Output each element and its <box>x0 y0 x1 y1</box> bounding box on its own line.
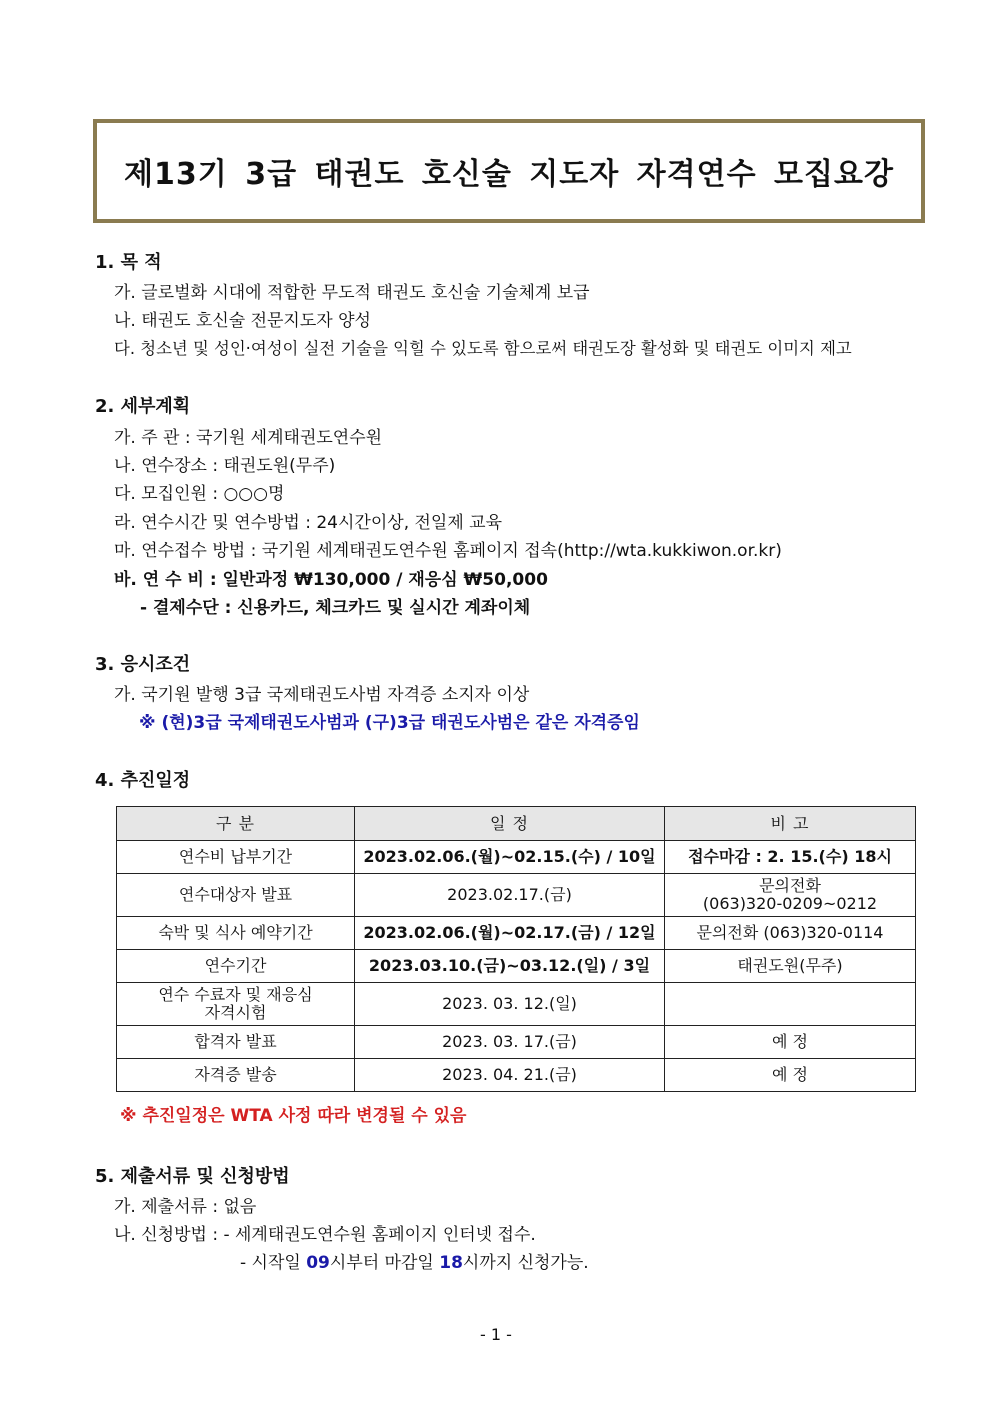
end-hour: 18 <box>439 1253 463 1273</box>
section2-item-3: 다. 모집인원 : ○○○명 <box>114 484 285 504</box>
table-header-row <box>117 807 916 841</box>
table-cell: 2023.02.06.(월)~02.17.(금) / 12일 <box>355 917 665 950</box>
table-cell-line: 문의전화 <box>759 876 821 895</box>
table-row <box>117 1026 916 1059</box>
table-cell-line: (063)320-0209~0212 <box>702 894 878 913</box>
table-row <box>117 841 916 874</box>
table-cell: 2023.02.17.(금) <box>355 874 665 917</box>
table-cell: 연수대상자 발표 <box>117 874 355 917</box>
section5-method-line2 <box>240 1252 589 1274</box>
section5-docs: 가. 제출서류 : 없음 <box>114 1197 257 1217</box>
section2-item-2: 나. 연수장소 : 태권도원(무주) <box>114 456 336 476</box>
table-cell <box>665 874 916 917</box>
table-row <box>117 917 916 950</box>
column-header: 비 고 <box>665 807 916 841</box>
method-text: 시부터 마감일 <box>329 1253 440 1273</box>
start-hour: 09 <box>306 1253 330 1273</box>
table-cell: 예 정 <box>665 1059 916 1092</box>
table-cell-line: 연수 수료자 및 재응심 <box>158 985 313 1004</box>
section2-fee: 바. 연 수 비 : 일반과정 ₩130,000 / 재응심 ₩50,000 <box>114 570 548 590</box>
section2-item-5: 마. 연수접수 방법 : 국기원 세계태권도연수원 홈페이지 접속(http://wta.kukkiwon.or.kr) <box>114 541 782 561</box>
section3-note: ※ (현)3급 국제태권도사범과 (구)3급 태권도사범은 같은 자격증임 <box>139 713 640 733</box>
table-cell: 연수비 납부기간 <box>117 841 355 874</box>
schedule-table <box>116 806 916 1092</box>
section3-item-1: 가. 국기원 발행 3급 국제태권도사범 자격증 소지자 이상 <box>114 685 530 705</box>
table-cell: 접수마감 : 2. 15.(수) 18시 <box>665 841 916 874</box>
section3-heading: 3. 응시조건 <box>95 654 191 675</box>
section1-item-1: 가. 글로벌화 시대에 적합한 무도적 태권도 호신술 기술체계 보급 <box>114 283 590 303</box>
section1-item-2: 나. 태권도 호신술 전문지도자 양성 <box>114 311 371 331</box>
table-cell: 연수기간 <box>117 950 355 983</box>
table-cell <box>665 983 916 1026</box>
section2-payment: - 결제수단 : 신용카드, 체크카드 및 실시간 계좌이체 <box>140 598 531 618</box>
table-cell: 문의전화 (063)320-0114 <box>665 917 916 950</box>
table-cell: 2023. 04. 21.(금) <box>355 1059 665 1092</box>
column-header: 구 분 <box>117 807 355 841</box>
table-cell: 태권도원(무주) <box>665 950 916 983</box>
table-cell: 합격자 발표 <box>117 1026 355 1059</box>
schedule-warning: ※ 추진일정은 WTA 사정 따라 변경될 수 있음 <box>120 1106 467 1126</box>
table-row <box>117 874 916 917</box>
column-header: 일 정 <box>355 807 665 841</box>
section4-heading: 4. 추진일정 <box>95 770 191 791</box>
section5-method: 나. 신청방법 : - 세계태권도연수원 홈페이지 인터넷 접수. <box>114 1225 536 1245</box>
table-row <box>117 983 916 1026</box>
table-cell: 2023. 03. 17.(금) <box>355 1026 665 1059</box>
page-title: 제13기 3급 태권도 호신술 지도자 자격연수 모집요강 <box>124 157 894 192</box>
table-cell: 예 정 <box>665 1026 916 1059</box>
method-text: - 시작일 <box>240 1253 307 1273</box>
table-cell-line: 자격시험 <box>204 1003 267 1022</box>
method-text: 시까지 신청가능. <box>462 1253 589 1273</box>
section2-item-1: 가. 주 관 : 국기원 세계태권도연수원 <box>114 428 383 448</box>
table-cell: 숙박 및 식사 예약기간 <box>117 917 355 950</box>
section2-item-4: 라. 연수시간 및 연수방법 : 24시간이상, 전일제 교육 <box>114 513 503 533</box>
table-cell <box>117 983 355 1026</box>
section1-heading: 1. 목 적 <box>95 252 162 273</box>
table-row <box>117 1059 916 1092</box>
section5-heading: 5. 제출서류 및 신청방법 <box>95 1166 290 1187</box>
table-cell: 2023.03.10.(금)~03.12.(일) / 3일 <box>355 950 665 983</box>
section1-item-3: 다. 청소년 및 성인·여성이 실전 기술을 익힐 수 있도록 함으로써 태권도장 활성화 및 태권도 이미지 제고 <box>114 339 852 358</box>
section2-heading: 2. 세부계획 <box>95 396 191 417</box>
table-cell: 2023. 03. 12.(일) <box>355 983 665 1026</box>
page-number: - 1 - <box>480 1325 512 1344</box>
table-cell: 자격증 발송 <box>117 1059 355 1092</box>
title-box <box>93 119 925 223</box>
table-cell: 2023.02.06.(월)~02.15.(수) / 10일 <box>355 841 665 874</box>
table-row <box>117 950 916 983</box>
